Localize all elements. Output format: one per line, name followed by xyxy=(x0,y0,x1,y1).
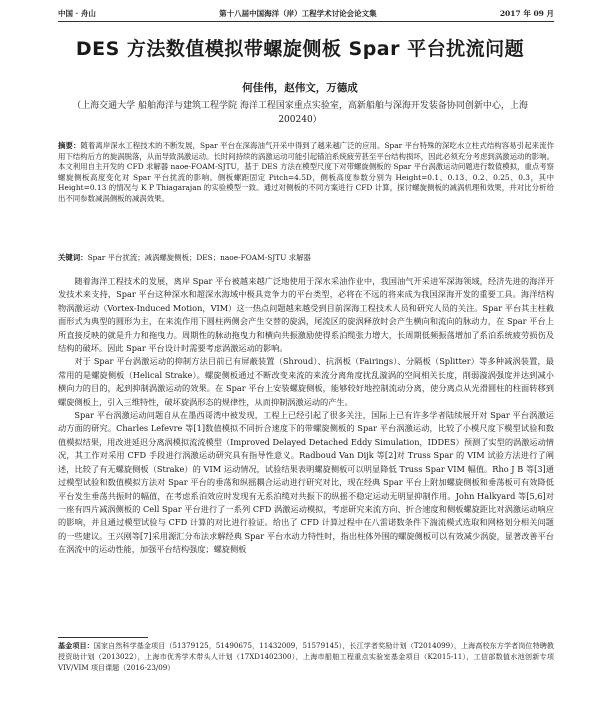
header-divider xyxy=(58,21,554,22)
footnote-label: 基金项目： xyxy=(58,641,94,650)
footnote-divider xyxy=(58,637,148,638)
footnote-text: 国家自然科学基金项目（51379125，51490675，11432009，51579145），长江学者奖励计划（T2014099），上海高校东方学者岗位特聘教授资助计划（2013022），上海市优秀学术带头人计划（17XD1402300），上海市船舶工程重点实验室基金项目（K2015-11），工信部数值水池创新专项 VIV/VIM 项目课题（2016-23/09） xyxy=(58,641,554,672)
abstract-text: 随着离岸深水工程技术的不断发展，Spar 平台在深海油气开采中得到了越来越广泛的应用。Spar 平台特殊的深吃水立柱式结构容易引起来流作用下结构后方的旋涡脱落，从而导致涡激运动。长时间持续的涡激运动可能引起锚泊系统疲劳甚至平台结构损坏，因此必须充分考虑到涡激运动的影响。本文利用自主开发的 CFD 求解器 naoe-FOAM-SJTU，基于 DES 方法在模型尺度下对带螺旋侧板的 Spar 平台涡激运动问题进行数值模拟，重点考察螺旋侧板高度变化对 Spar 平台扰流的影响。侧板螺距固定 Pitch=4.5D，侧板高度参数分别为 Height=0.1、0.13、0.2、0.25、0.3，其中 Height=0.13 的情况与 K P Thiagarajan 的实验模型一致。通过对侧板的不同方案进行 CFD 计算，探讨螺旋侧板的减涡机理和效果，并对比分析给出不同参数减涡侧板的减涡效果。 xyxy=(58,141,554,203)
funding-footnote xyxy=(58,641,554,673)
paper-title: DES 方法数值模拟带螺旋侧板 Spar 平台扰流问题 xyxy=(75,38,525,60)
abstract-label: 摘要： xyxy=(58,141,81,150)
header-date: 2017 年 09 月 xyxy=(499,8,554,18)
body-paragraph: Spar 平台涡激运动问题自从在墨西哥湾中被发现，工程上已经引起了很多关注，国际上已有许多学者陆续展开对 Spar 平台涡激运动方面的研究。Charles Lefevre 等[1]数值模拟不同折合速度下的带螺旋侧板的 Spar 平台涡激运动，比较了小模尺度下模型试验和数值模拟结果，用改进延迟分离涡模拟流流模型（Improved Delayed Detached Eddy Simulation，IDDES）预测了实型的涡激运动情况，其工作对采用 CFD 手段进行涡激运动研究具有指导性意义。Radboud Van Dijk 等[2]对 Truss Spar 的 VIM 试验方法进行了阐述，比较了有无螺旋侧板（Strake）的 VIM 运动情况，试验结果表明螺旋侧板可以明显降低 Truss Spar VIM 幅值。Rho J B 等[3]通过模型试验和数值模拟方法对 Spar 平台的垂荡和纵摇耦合运动进行研究对比，现在经典 Spar 平台上附加螺旋侧板和垂荡板可有效降低平台发生垂荡共振时的幅值，在考虑系泊效应时发现有无系泊缆对共振下的纵摇不稳定运动无明显抑制作用。John Halkyard 等[5,6]对一座有四片减涡侧板的 Cell Spar 平台进行了一系列 CFD 涡激运动模拟，考虑研究来流方向、折合速度和侧板螺旋距比对涡激运动响应的影响，并且通过模型试验与 CFD 计算的对比进行验证。给出了 CFD 计算过程中在八雷诺数条件下湍流模式选取和网格划分相关问题的一些建议。王兴刚等[7]采用源汇分布法求解经典 Spar 平台水动力特性时，指出柱体外围的螺旋侧板可以有效减少涡旋，显著改善平台在涡流中的运动性能，加强平台结构强度；螺旋侧板 xyxy=(58,410,554,555)
paper-affiliation: （上海交通大学 船舶海洋与建筑工程学院 海洋工程国家重点实验室，高新船舶与深海开发装备协同创新中心，上海 200240） xyxy=(72,101,528,125)
running-header xyxy=(58,6,554,20)
header-location: 中国 · 舟山 xyxy=(58,8,96,18)
body-text xyxy=(58,275,554,557)
body-paragraph: 随着海洋工程技术的发展，离岸 Spar 平台被越来越广泛地使用于深水采油作业中，我国油气开采进军深海领域，经济先进的海洋开发技术来支持，Spar 平台这种深水和超深水海域中极具竞争力的平台类型，必将在不远的将来成为我国深海开发的重要工具。海洋结构物涡激运动（Vortex-Induced Motion，VIM）这一热点问题越来越受到目前深海工程技术人员和研究人员的关注。Spar 平台其主柱截面形式为典型的圆形为主，在来流作用下圆柱两侧会产生交替的旋涡，尾流区的旋涡释放时会产生横向和流向的脉动力，在 Spar 平台上所直接反映的就是升力和拖曳力。周期性的脉动拖曳力和横向共振激励使得系泊缆张力增大，长周期低频振荡增加了系泊系统疲劳损伤及结构的破坏。因此 Spar 平台设计时需要考虑涡激运动的影响。 xyxy=(58,276,554,354)
paper-authors: 何佳伟，赵伟文，万德成 xyxy=(242,82,358,94)
keywords-label: 关键词： xyxy=(58,253,88,262)
keywords xyxy=(58,253,554,264)
header-proceedings: 第十八届中国海洋（岸）工程学术讨论会论文集 xyxy=(219,8,377,18)
keywords-text: Spar 平台扰流；减涡螺旋侧板；DES；naoe-FOAM-SJTU 求解器 xyxy=(87,253,311,262)
body-paragraph: 对于 Spar 平台涡激运动的抑制方法目前已有屏蔽装置（Shroud）、抗涡板（Fairings）、分隔板（Splitter）等多种减涡装置，最常用的是螺旋侧板（Helical Strake）。螺旋侧板通过不断改变来流的来流分离角度扰乱漩涡的空间相关长度，削弱漩涡强度并达到减小横向力的目的，起到抑制涡激运动的效果。在 Spar 平台上安装螺旋侧板，能够较好地控制流动分离，使分离点从光滑圆柱的柱面转移到螺旋侧板上，引入三维特性，破坏旋涡形态的规律性，从而抑制涡激运动的产生。 xyxy=(58,356,554,407)
abstract xyxy=(58,141,554,205)
